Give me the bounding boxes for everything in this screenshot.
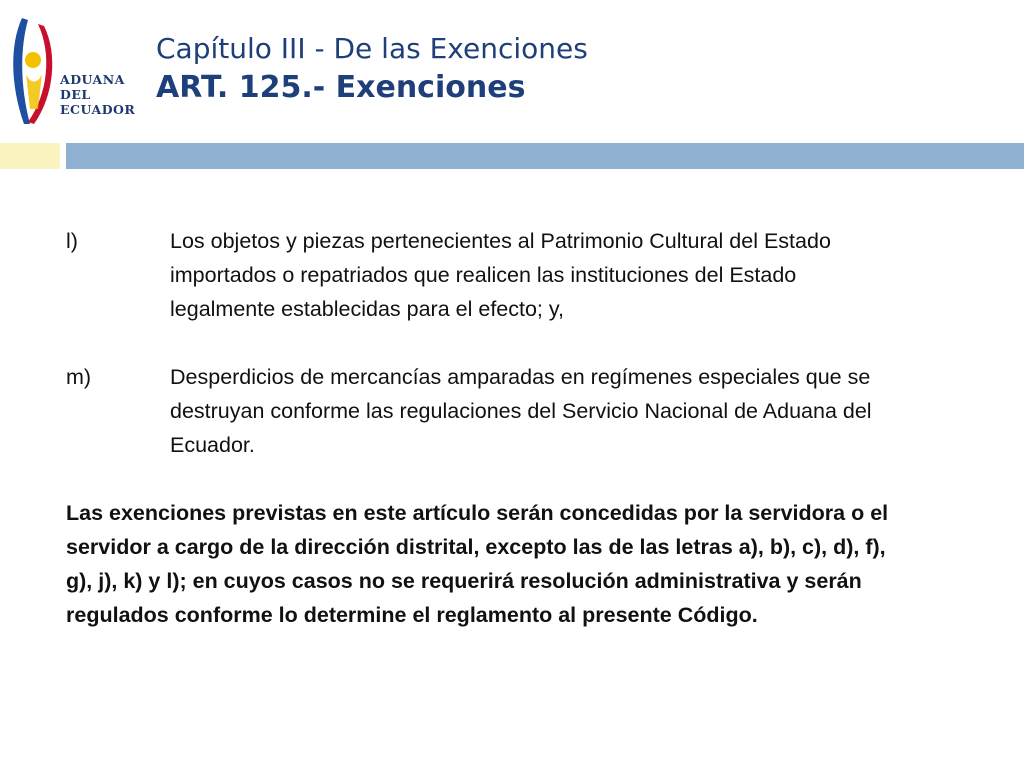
logo-wordmark	[60, 72, 135, 117]
page-subtitle: ART. 125.- Exenciones	[156, 70, 526, 105]
header	[156, 30, 588, 108]
accent-bar-yellow	[0, 143, 60, 169]
aduana-emblem-icon	[8, 14, 58, 129]
logo-line-3: ECUADOR	[60, 102, 136, 117]
list-item-letter: l)	[66, 229, 78, 253]
list-item-l	[66, 224, 1016, 326]
aduana-logo	[8, 14, 138, 129]
accent-bar-blue	[66, 143, 1024, 169]
logo-line-2: DEL	[60, 87, 91, 102]
exemption-note: Las exenciones previstas en este artículo serán concedidas por la servidora o el servidor a cargo de la dirección distrital, excepto las de las letras a), b), c), d), f), g), j), k) y l); en cuyos casos no se requerirá resolución administrativa y serán regulados conforme lo determine el reglamento al presente Código.	[66, 501, 889, 627]
list-item-text: Los objetos y piezas pertenecientes al Patrimonio Cultural del Estado importados o repatriados que realicen las instituciones del Estado legalmente establecidas para el efecto; y,	[170, 229, 831, 321]
article-body	[66, 224, 1016, 632]
list-item-m	[66, 360, 1016, 462]
list-item-letter: m)	[66, 365, 92, 389]
logo-line-1: ADUANA	[60, 72, 125, 87]
page-title: Capítulo III - De las Exenciones	[156, 32, 588, 65]
list-item-text: Desperdicios de mercancías amparadas en regímenes especiales que se destruyan conforme las regulaciones del Servicio Nacional de Aduana del Ecuador.	[170, 365, 872, 457]
